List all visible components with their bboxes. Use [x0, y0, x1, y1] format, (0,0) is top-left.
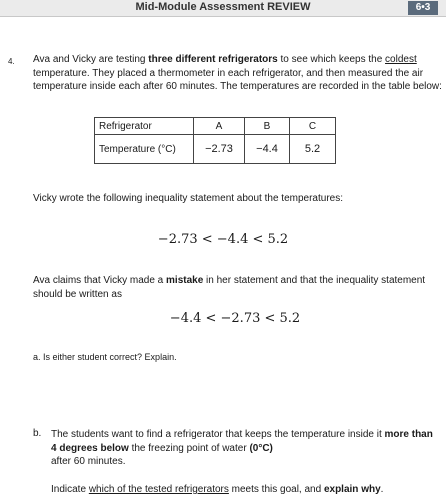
indicate-text-1: Indicate — [51, 484, 89, 495]
part-b-bold-2: (0°C) — [249, 442, 273, 454]
intro-text-1: Ava and Vicky are testing — [33, 54, 149, 65]
part-b-question — [51, 428, 441, 469]
page-title: Mid-Module Assessment REVIEW — [135, 1, 311, 13]
ava-text — [33, 274, 433, 301]
part-b-bold-1: more than 4 degrees below — [51, 429, 433, 454]
intro-text-3: temperature. They placed a thermometer in each refrigerator, and then measured the air temperature inside each after 60 minutes. The temperatures are recorded in the table below: — [33, 67, 442, 92]
ava-bold: mistake — [166, 275, 204, 286]
table-row-label: Temperature (°C) — [95, 135, 194, 164]
table-col-a: A — [194, 118, 245, 135]
indicate-text-2: meets this goal, and — [228, 484, 324, 495]
question-intro — [33, 53, 443, 94]
indicate-underline: which of the tested refrigerators — [88, 484, 229, 495]
temperature-table — [94, 117, 336, 164]
indicate-text — [51, 483, 441, 497]
table-cell-c: 5.2 — [290, 135, 336, 164]
vicky-text: Vicky wrote the following inequality statement about the temperatures: — [33, 193, 343, 204]
ava-inequality: −4.4 < −2.73 < 5.2 — [169, 311, 301, 326]
table-col-c: C — [290, 118, 336, 135]
table-cell-a: −2.73 — [194, 135, 245, 164]
part-b-text-2: the freezing point of water — [128, 442, 250, 454]
table-col-b: B — [245, 118, 290, 135]
lesson-badge: 6•3 — [408, 1, 438, 15]
part-a-question: a. Is either student correct? Explain. — [33, 352, 177, 362]
part-b-label: b. — [33, 428, 42, 439]
table-cell-b: −4.4 — [245, 135, 290, 164]
question-number: 4. — [8, 57, 15, 66]
header-bar — [0, 0, 446, 17]
table-row — [95, 135, 336, 164]
indicate-bold: explain why — [323, 484, 381, 495]
ava-text-1: Ava claims that Vicky made a — [33, 275, 167, 286]
part-b-text-1: The students want to find a refrigerator that keeps the temperature inside it — [51, 429, 385, 440]
intro-bold: three different refrigerators — [148, 54, 278, 65]
part-b-text-3: after 60 minutes. — [51, 456, 126, 467]
ava-text-2: in her statement and that the inequality statement should be written as — [33, 275, 426, 300]
indicate-text-3: . — [380, 484, 384, 495]
vicky-inequality: −2.73 < −4.4 < 5.2 — [157, 232, 289, 247]
intro-coldest: coldest — [385, 54, 417, 65]
table-header-row — [95, 118, 336, 135]
intro-text-2: to see which keeps the — [277, 54, 386, 65]
table-header-label: Refrigerator — [95, 118, 194, 135]
